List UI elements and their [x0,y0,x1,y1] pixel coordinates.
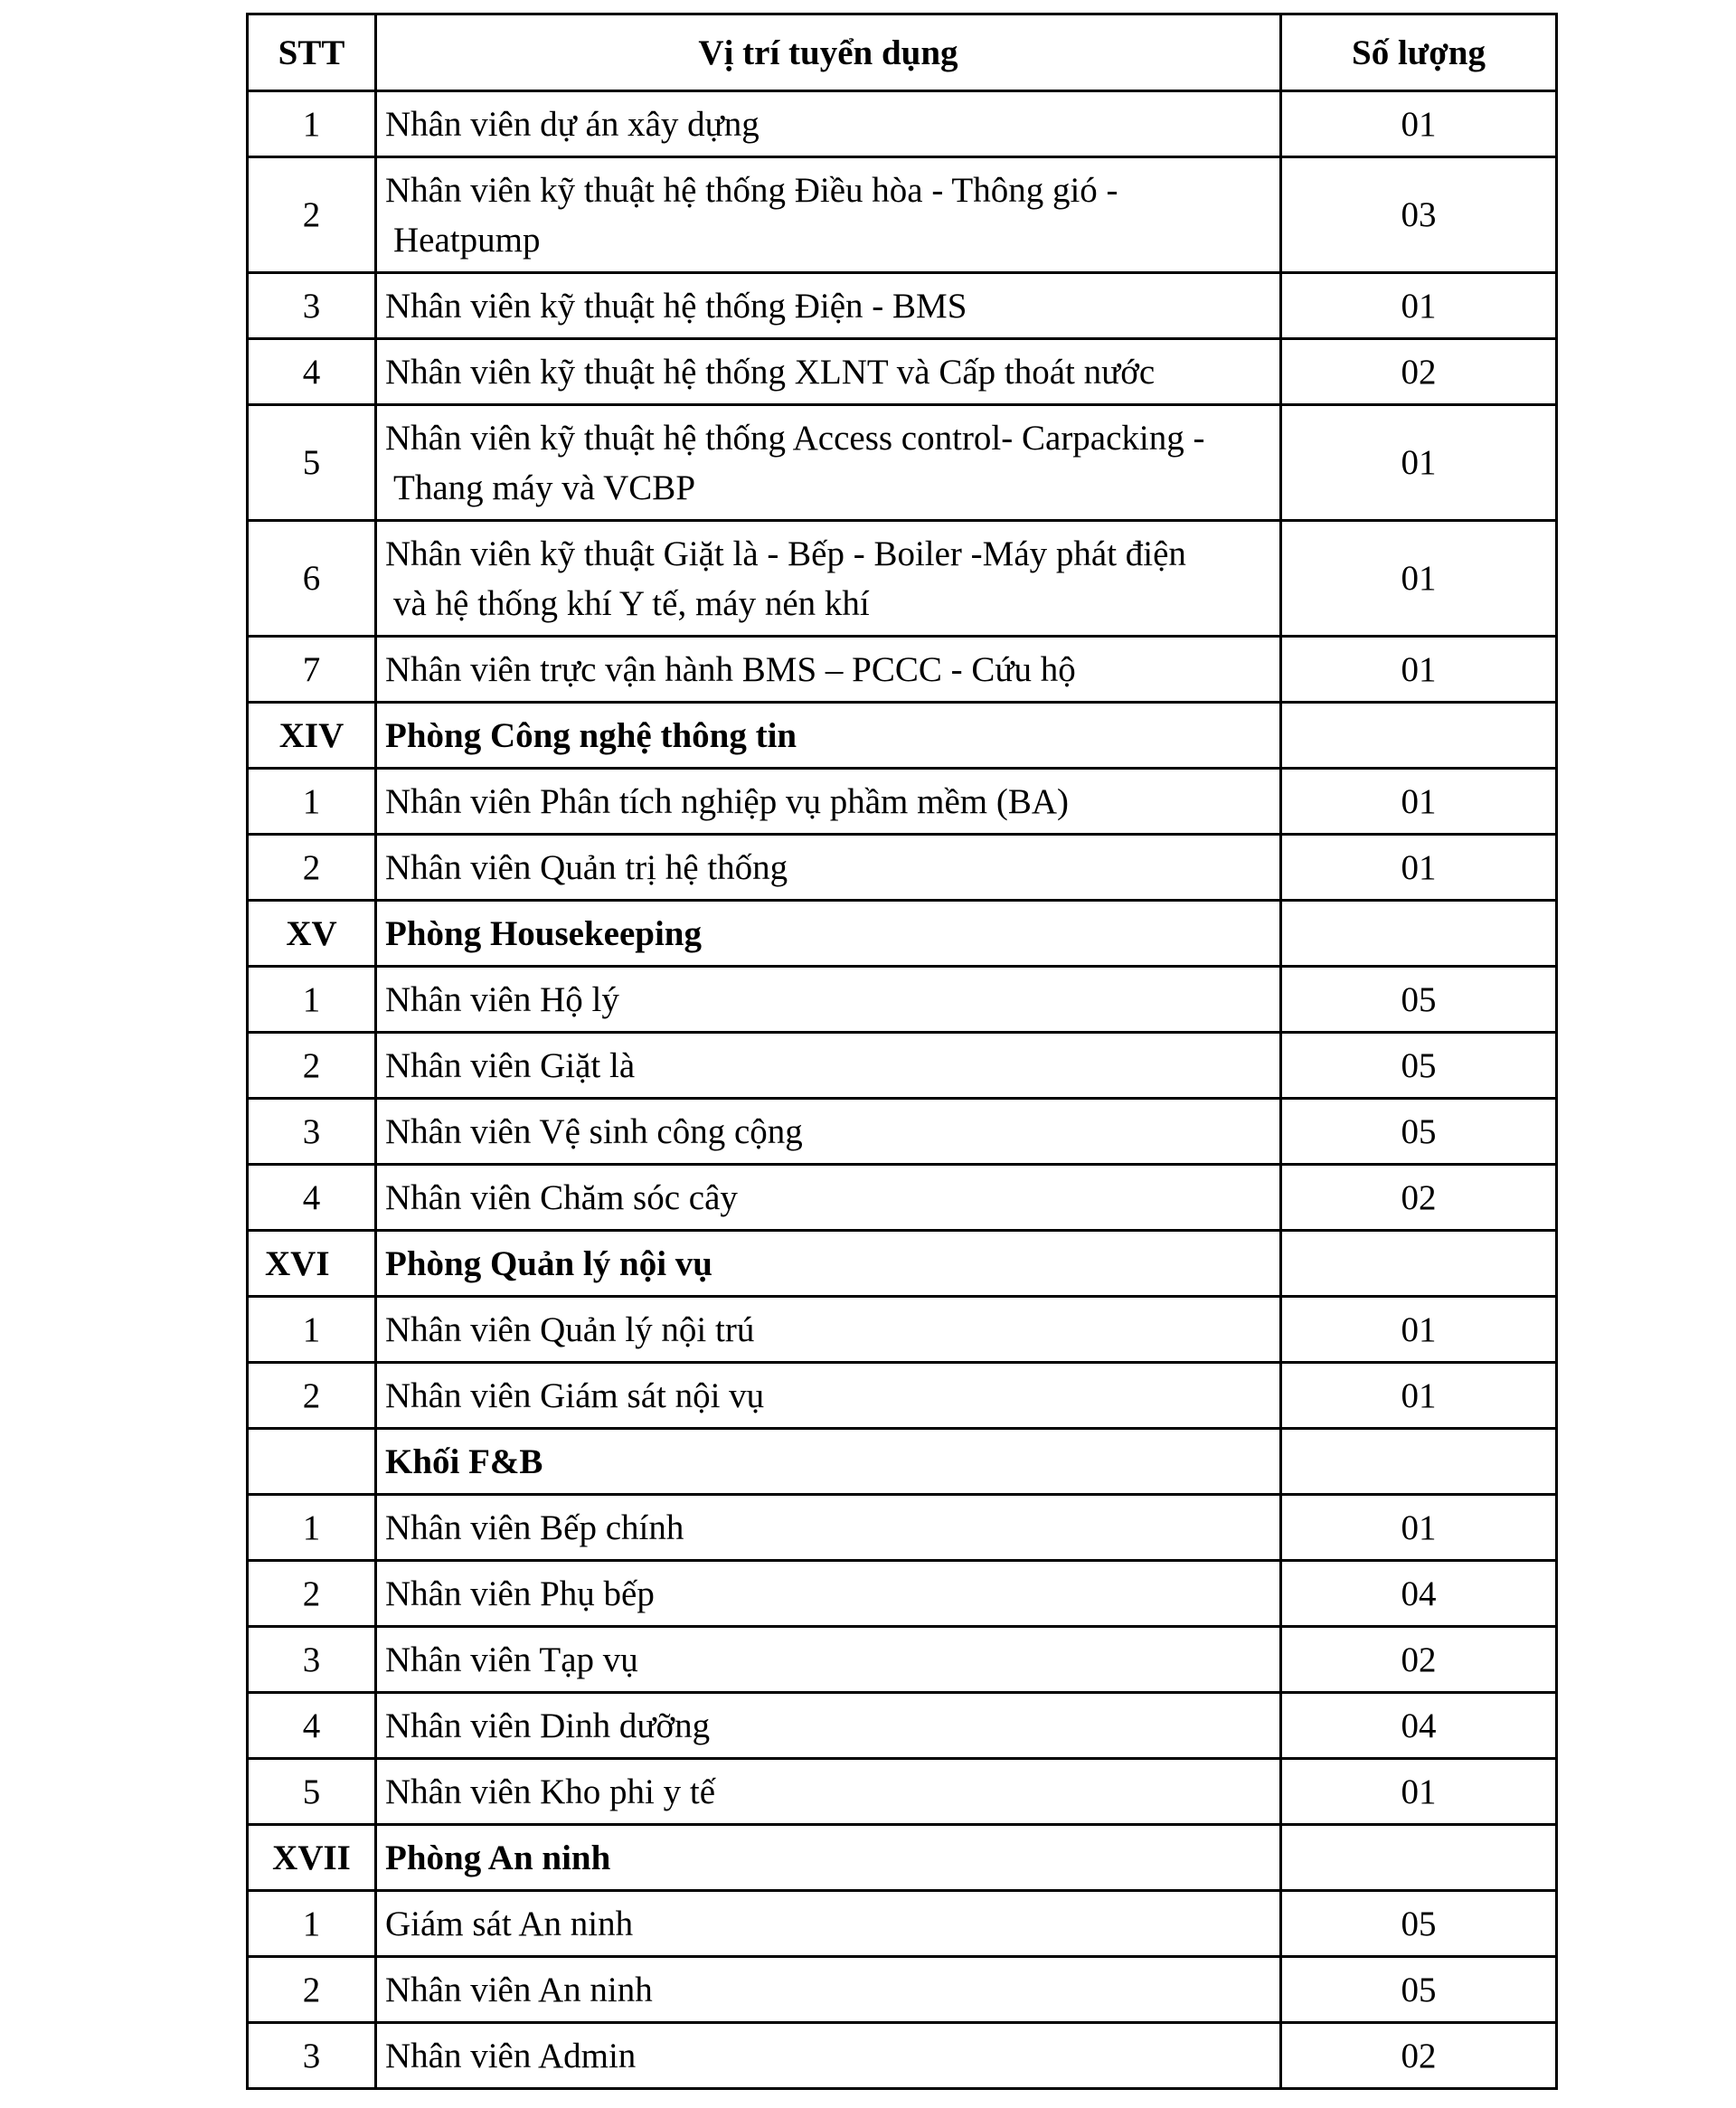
cell-quantity [1281,901,1557,967]
table-row [248,405,1557,521]
table-row [248,1891,1557,1957]
cell-stt: 1 [248,967,376,1033]
position-text-line: Nhân viên Giặt là [385,1045,636,1085]
cell-stt: 1 [248,1495,376,1561]
cell-stt: XV [248,901,376,967]
cell-quantity [1281,1825,1557,1891]
cell-position [376,1957,1281,2023]
cell-position [376,1363,1281,1429]
cell-quantity: 02 [1281,1627,1557,1693]
cell-position [376,1759,1281,1825]
section-row [248,703,1557,769]
cell-position [376,339,1281,405]
table-row [248,1957,1557,2023]
cell-stt: 3 [248,2023,376,2089]
table-row [248,835,1557,901]
header-position: Vị trí tuyển dụng [376,14,1281,91]
cell-quantity: 01 [1281,835,1557,901]
position-text-line: và hệ thống khí Y tế, máy nén khí [393,583,870,623]
position-text-line: Nhân viên Dinh dưỡng [385,1706,711,1745]
position-text-line: Giám sát An ninh [385,1904,634,1943]
cell-position [376,1033,1281,1099]
cell-stt: 1 [248,769,376,835]
table-row [248,1495,1557,1561]
table-row [248,521,1557,637]
cell-stt: XVII [248,1825,376,1891]
position-text-line: Nhân viên Admin [385,2036,637,2075]
cell-quantity: 05 [1281,967,1557,1033]
position-text-line: Nhân viên Quản lý nội trú [385,1309,755,1349]
cell-position [376,157,1281,273]
position-text-line: Nhân viên kỹ thuật Giặt là - Bếp - Boiler -Máy phát điện [385,534,1186,573]
cell-position [376,835,1281,901]
cell-position [376,1693,1281,1759]
cell-position [376,967,1281,1033]
cell-stt: 2 [248,1363,376,1429]
position-text-line: Nhân viên kỹ thuật hệ thống Access control- Carpacking - [385,418,1205,458]
table-row [248,967,1557,1033]
table-row [248,1627,1557,1693]
cell-quantity: 04 [1281,1561,1557,1627]
cell-section-title [376,901,1281,967]
table-row [248,1033,1557,1099]
cell-stt: 1 [248,1297,376,1363]
position-text-line: Phòng Công nghệ thông tin [385,715,797,755]
table-header-row [248,14,1557,91]
cell-section-title [376,1231,1281,1297]
section-row [248,1231,1557,1297]
cell-position [376,91,1281,157]
table-row [248,1561,1557,1627]
position-text-line: Nhân viên Kho phi y tế [385,1772,716,1811]
cell-stt: 5 [248,1759,376,1825]
position-text-line: Nhân viên kỹ thuật hệ thống Điện - BMS [385,286,967,326]
cell-quantity: 05 [1281,1099,1557,1165]
table-row [248,1759,1557,1825]
cell-stt: 4 [248,1693,376,1759]
cell-stt: 2 [248,157,376,273]
position-text-line: Nhân viên An ninh [385,1970,653,2009]
cell-quantity: 01 [1281,769,1557,835]
cell-quantity: 01 [1281,1363,1557,1429]
cell-quantity: 01 [1281,1495,1557,1561]
cell-quantity: 01 [1281,273,1557,339]
cell-stt: 3 [248,273,376,339]
cell-stt [248,1429,376,1495]
position-text-line: Phòng Housekeeping [385,913,702,953]
cell-quantity: 01 [1281,637,1557,703]
cell-quantity: 05 [1281,1957,1557,2023]
cell-quantity: 05 [1281,1891,1557,1957]
cell-quantity: 01 [1281,405,1557,521]
table-row [248,1165,1557,1231]
cell-stt: 3 [248,1099,376,1165]
header-quantity: Số lượng [1281,14,1557,91]
table-row [248,1297,1557,1363]
table-row [248,1363,1557,1429]
cell-stt: 3 [248,1627,376,1693]
cell-position [376,1495,1281,1561]
cell-quantity: 02 [1281,339,1557,405]
cell-position [376,405,1281,521]
recruitment-table [246,13,1558,2090]
cell-quantity: 05 [1281,1033,1557,1099]
cell-stt: 2 [248,1561,376,1627]
cell-quantity: 03 [1281,157,1557,273]
cell-stt: 7 [248,637,376,703]
cell-stt: 1 [248,91,376,157]
table-row [248,637,1557,703]
header-stt: STT [248,14,376,91]
cell-stt: 4 [248,1165,376,1231]
position-text-line: Nhân viên dự án xây dựng [385,104,760,144]
cell-stt: XIV [248,703,376,769]
cell-stt: 1 [248,1891,376,1957]
table-row [248,2023,1557,2089]
position-text-line: Nhân viên Bếp chính [385,1508,684,1547]
cell-stt: 6 [248,521,376,637]
position-text-line: Nhân viên Hộ lý [385,979,619,1019]
cell-quantity: 01 [1281,1759,1557,1825]
cell-stt: 5 [248,405,376,521]
cell-stt: 4 [248,339,376,405]
position-text-line: Nhân viên Tạp vụ [385,1640,638,1679]
cell-section-title [376,1429,1281,1495]
table-row [248,1099,1557,1165]
position-text-line: Nhân viên Giám sát nội vụ [385,1375,765,1415]
position-text-line: Nhân viên kỹ thuật hệ thống Điều hòa - Thông gió - [385,170,1118,210]
position-text-line: Heatpump [393,220,541,260]
cell-position [376,1099,1281,1165]
position-text-line: Thang máy và VCBP [393,468,696,507]
cell-quantity [1281,1231,1557,1297]
cell-stt: 2 [248,1957,376,2023]
cell-stt: 2 [248,835,376,901]
cell-quantity [1281,1429,1557,1495]
position-text-line: Nhân viên Vệ sinh công cộng [385,1111,803,1151]
cell-section-title [376,703,1281,769]
cell-quantity: 02 [1281,2023,1557,2089]
cell-position [376,769,1281,835]
table-row [248,157,1557,273]
cell-position [376,2023,1281,2089]
section-row [248,1825,1557,1891]
cell-section-title [376,1825,1281,1891]
cell-position [376,1561,1281,1627]
position-text-line: Nhân viên kỹ thuật hệ thống XLNT và Cấp thoát nước [385,352,1156,392]
cell-quantity: 01 [1281,1297,1557,1363]
cell-stt: 2 [248,1033,376,1099]
position-text-line: Nhân viên Phân tích nghiệp vụ phầm mềm (BA) [385,781,1070,821]
position-text-line: Phòng An ninh [385,1838,611,1877]
table-row [248,273,1557,339]
position-text-line: Nhân viên Phụ bếp [385,1574,655,1613]
position-text-line: Nhân viên Chăm sóc cây [385,1177,738,1217]
table-row [248,1693,1557,1759]
cell-position [376,273,1281,339]
cell-quantity: 01 [1281,521,1557,637]
cell-quantity: 04 [1281,1693,1557,1759]
section-row [248,1429,1557,1495]
section-row [248,901,1557,967]
cell-position [376,1165,1281,1231]
position-text-line: Khối F&B [385,1442,543,1481]
cell-quantity: 02 [1281,1165,1557,1231]
table-body [248,91,1557,2089]
table-row [248,339,1557,405]
table-row [248,91,1557,157]
cell-quantity: 01 [1281,91,1557,157]
cell-position [376,1627,1281,1693]
cell-quantity [1281,703,1557,769]
cell-position [376,1891,1281,1957]
cell-position [376,1297,1281,1363]
position-text-line: Nhân viên trực vận hành BMS – PCCC - Cứu hộ [385,649,1076,689]
table-row [248,769,1557,835]
position-text-line: Nhân viên Quản trị hệ thống [385,847,788,887]
cell-position [376,521,1281,637]
cell-position [376,637,1281,703]
position-text-line: Phòng Quản lý nội vụ [385,1243,712,1283]
cell-stt: XVI [248,1231,376,1297]
